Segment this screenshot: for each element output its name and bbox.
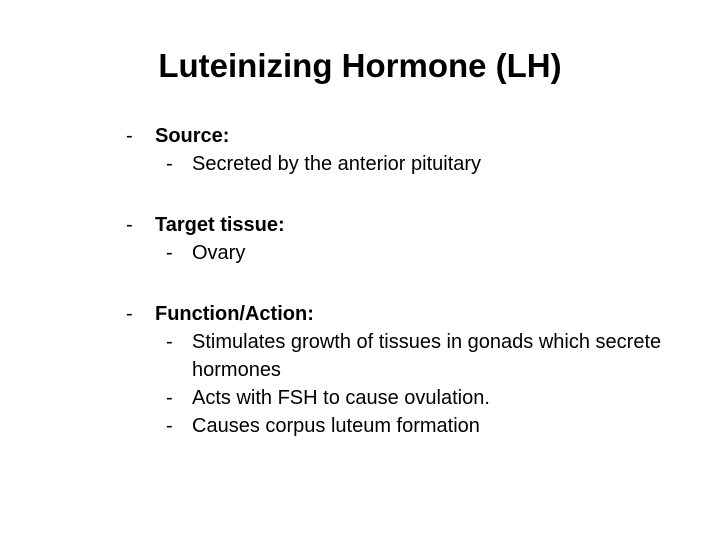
sub-item-text: Stimulates growth of tissues in gonads which secrete hormones xyxy=(192,331,662,381)
section-source xyxy=(126,122,686,178)
bullet-dash: - xyxy=(166,242,173,264)
bullet-dash: - xyxy=(166,331,173,353)
bullet-dash: - xyxy=(166,387,173,409)
bullet-dash: - xyxy=(126,214,133,236)
sub-item-text: Acts with FSH to cause ovulation. xyxy=(192,387,490,409)
section-target-tissue xyxy=(126,211,686,267)
section-heading: Source: xyxy=(155,125,230,147)
section-heading: Function/Action: xyxy=(155,303,314,325)
slide-content xyxy=(126,122,686,473)
section-heading-row xyxy=(126,122,686,150)
sub-item xyxy=(166,239,686,267)
bullet-dash: - xyxy=(166,153,173,175)
sub-item xyxy=(166,328,686,384)
sub-item-text: Ovary xyxy=(192,242,246,264)
sub-item-text: Causes corpus luteum formation xyxy=(192,415,480,437)
section-heading-row xyxy=(126,300,686,328)
section-heading: Target tissue: xyxy=(155,214,285,236)
sub-item xyxy=(166,384,686,412)
bullet-dash: - xyxy=(126,303,133,325)
sub-item-text: Secreted by the anterior pituitary xyxy=(192,153,482,175)
sub-item xyxy=(166,150,686,178)
sub-item xyxy=(166,412,686,440)
slide-title: Luteinizing Hormone (LH) xyxy=(158,47,562,84)
bullet-dash: - xyxy=(126,125,133,147)
section-heading-row xyxy=(126,211,686,239)
section-function-action xyxy=(126,300,686,440)
bullet-dash: - xyxy=(166,415,173,437)
